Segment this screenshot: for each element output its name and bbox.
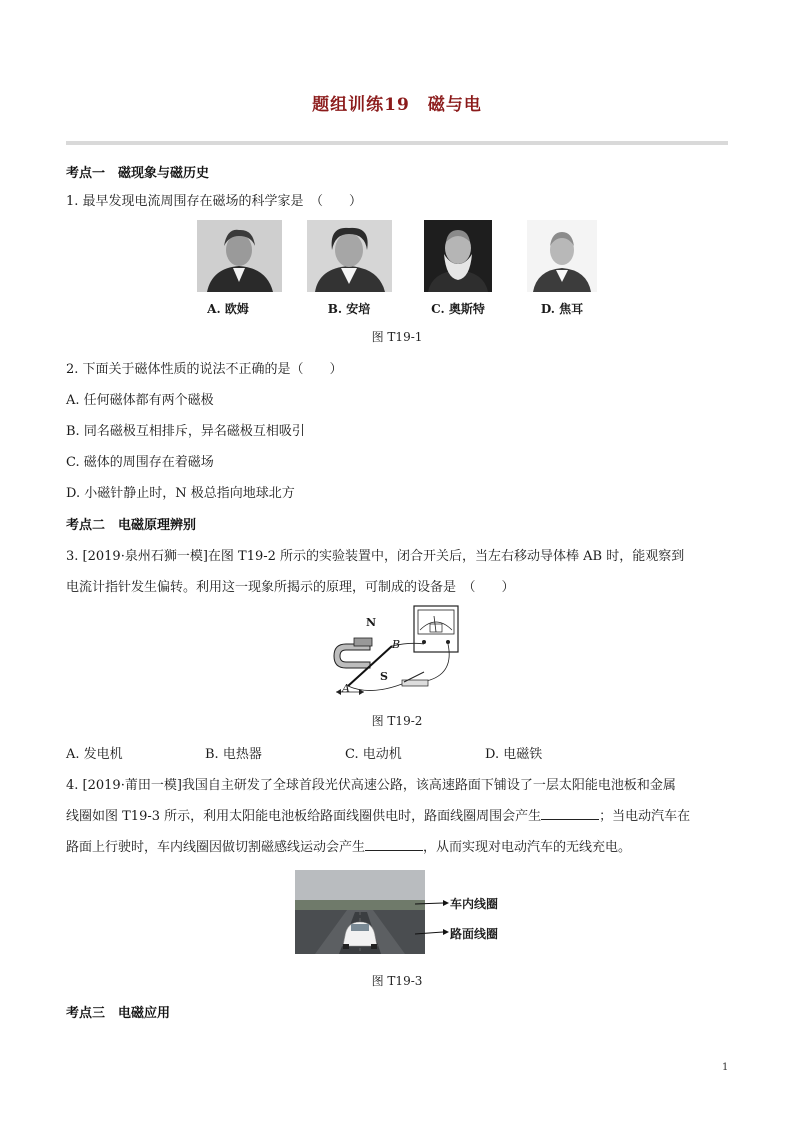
conductor-end-b-label: B xyxy=(392,638,401,651)
portrait-ampere xyxy=(307,220,392,292)
title-divider xyxy=(66,141,728,145)
portrait-oersted xyxy=(424,220,492,292)
question-2-option-c: C. 磁体的周围存在着磁场 xyxy=(66,455,214,470)
conductor-end-a-label: A xyxy=(342,682,350,695)
magnet-pole-n-label: N xyxy=(366,616,377,629)
label-road-coil: 路面线圈 xyxy=(450,927,499,941)
question-2-option-d: D. 小磁针静止时，N 极总指向地球北方 xyxy=(66,486,295,501)
figure-caption-t19-2: 图 T19-2 xyxy=(371,714,423,728)
question-4-line-2-end: ；当电动汽车在 xyxy=(599,809,691,824)
option-label: A. 欧姆 xyxy=(207,302,249,316)
question-4-line-2 xyxy=(66,805,690,824)
answer-blank-2[interactable] xyxy=(365,838,423,851)
portrait-joule xyxy=(527,220,597,292)
question-4-line-1: 4. [2019·莆田一模]我国自主研发了全球首段光伏高速公路，该高速路面下铺设了一层太阳能电池板和金属 xyxy=(66,778,676,793)
figure-caption-t19-3: 图 T19-3 xyxy=(371,974,423,988)
question-3-option-c: C. 电动机 xyxy=(345,747,402,762)
option-label: C. 奥斯特 xyxy=(431,302,485,316)
question-4-line-3-end: ，从而实现对电动汽车的无线充电。 xyxy=(423,840,632,855)
section-heading-3: 考点三 电磁应用 xyxy=(66,1006,171,1021)
question-1-stem: 1. 最早发现电流周围存在磁场的科学家是 （ ） xyxy=(66,194,363,209)
question-4-line-2-start: 线圈如图 T19-3 所示，利用太阳能电池板给路面线圈供电时，路面线圈周围会产生 xyxy=(66,809,542,824)
question-3-option-b: B. 电热器 xyxy=(205,747,262,762)
question-3-option-a: A. 发电机 xyxy=(66,747,123,762)
figure-t19-2-apparatus xyxy=(330,602,466,698)
question-4-line-3-start: 路面上行驶时，车内线圈因做切割磁感线运动会产生 xyxy=(66,840,366,855)
question-3-line-1: 3. [2019·泉州石狮一模]在图 T19-2 所示的实验装置中，闭合开关后，当左右移动导体棒 AB 时，能观察到 xyxy=(66,549,685,564)
question-2-option-a: A. 任何磁体都有两个磁极 xyxy=(66,393,214,408)
figure-caption-t19-1: 图 T19-1 xyxy=(371,330,423,344)
option-label: B. 安培 xyxy=(327,302,371,316)
question-2-stem: 2. 下面关于磁体性质的说法不正确的是（ ） xyxy=(66,362,343,377)
page-number: 1 xyxy=(722,1062,729,1073)
answer-blank-1[interactable] xyxy=(541,807,599,820)
question-3-line-2: 电流计指针发生偏转。利用这一现象所揭示的原理，可制成的设备是 （ ） xyxy=(66,580,515,595)
question-4-line-3 xyxy=(66,836,631,855)
question-2-option-b: B. 同名磁极互相排斥，异名磁极互相吸引 xyxy=(66,424,305,439)
page-title: 题组训练19 磁与电 xyxy=(312,95,482,115)
option-label: D. 焦耳 xyxy=(540,302,584,316)
section-heading-2: 考点二 电磁原理辨别 xyxy=(66,518,197,533)
figure-t19-3-photo xyxy=(295,870,425,954)
magnet-pole-s-label: S xyxy=(380,670,388,683)
portrait-ohm xyxy=(197,220,282,292)
label-car-coil: 车内线圈 xyxy=(450,897,499,911)
section-heading-1: 考点一 磁现象与磁历史 xyxy=(66,166,210,181)
question-3-option-d: D. 电磁铁 xyxy=(485,747,543,762)
